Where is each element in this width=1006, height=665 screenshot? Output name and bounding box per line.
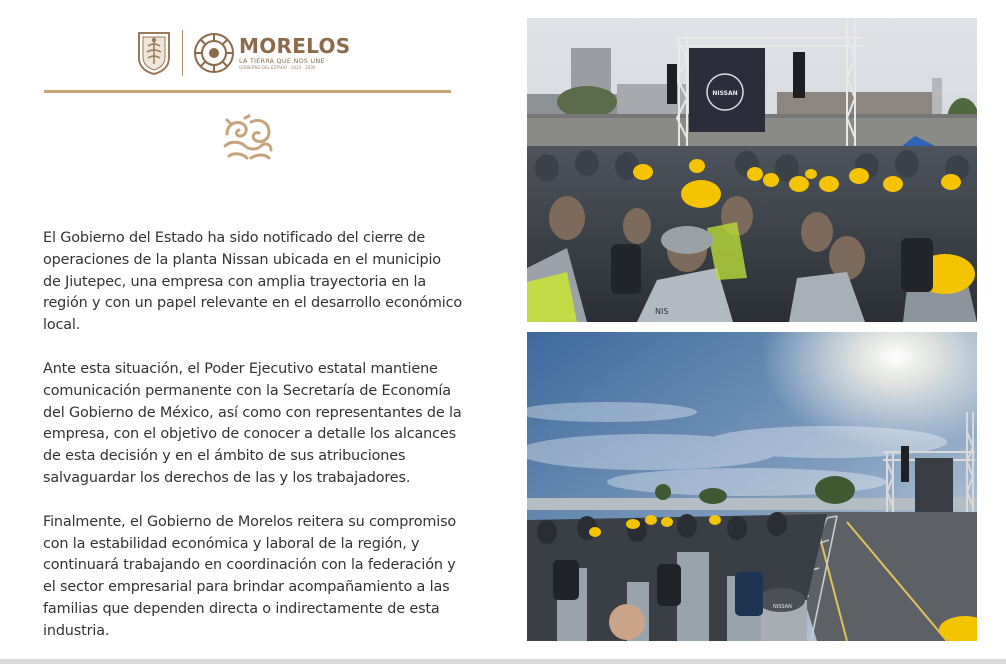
paragraph-government-response: Ante esta situación, el Poder Ejecutivo estatal mantiene comunicación permanente con la Secretaría de Economía del Gobierno de México, así como con representantes de la empresa, con el objetivo de conocer a detalle los alcances de esta decisión y en el ámbito de sus atribuciones salvaguardar los derechos de las y los trabajadores. [43, 360, 462, 486]
morelos-flower-logo-icon [193, 32, 235, 74]
header-divider [44, 90, 451, 93]
vest-print-text: NIS [655, 307, 669, 316]
pre-hispanic-glyph-icon [221, 114, 275, 162]
logo-divider [182, 30, 183, 76]
brand-name: MORELOS [239, 33, 351, 58]
brand-subline: GOBIERNO DEL ESTADO · 2024 - 2030 [239, 64, 316, 70]
photo-crowd-plant-yard [527, 332, 977, 641]
photo-workers-assembly [527, 18, 977, 322]
paragraph-commitment: Finalmente, el Gobierno de Morelos reitera su compromiso con la estabilidad económica y laboral de la región, y continuará trabajando en coordinación con la federación y el sector empresarial para brindar acompañamiento a las familias que dependen directa o indirectamente de esta industria. [43, 513, 457, 639]
state-coat-of-arms-icon [136, 30, 172, 76]
brand-wordmark [239, 35, 351, 70]
brand-tagline: LA TIERRA QUE NOS UNE [239, 56, 325, 65]
screen-brand-text: NISSAN [712, 90, 738, 97]
paragraph-closure-notice: El Gobierno del Estado ha sido notificado del cierre de operaciones de la planta Nissan ubicada en el municipio de Jiutepec, una empresa con amplia trayectoria en la región y con un papel relevante en el desarrollo económico local. [43, 230, 462, 334]
bottom-rule [0, 659, 1006, 664]
cap-print-text: NISSAN [773, 604, 792, 610]
header-logos [136, 28, 351, 78]
statement-text [43, 228, 463, 665]
